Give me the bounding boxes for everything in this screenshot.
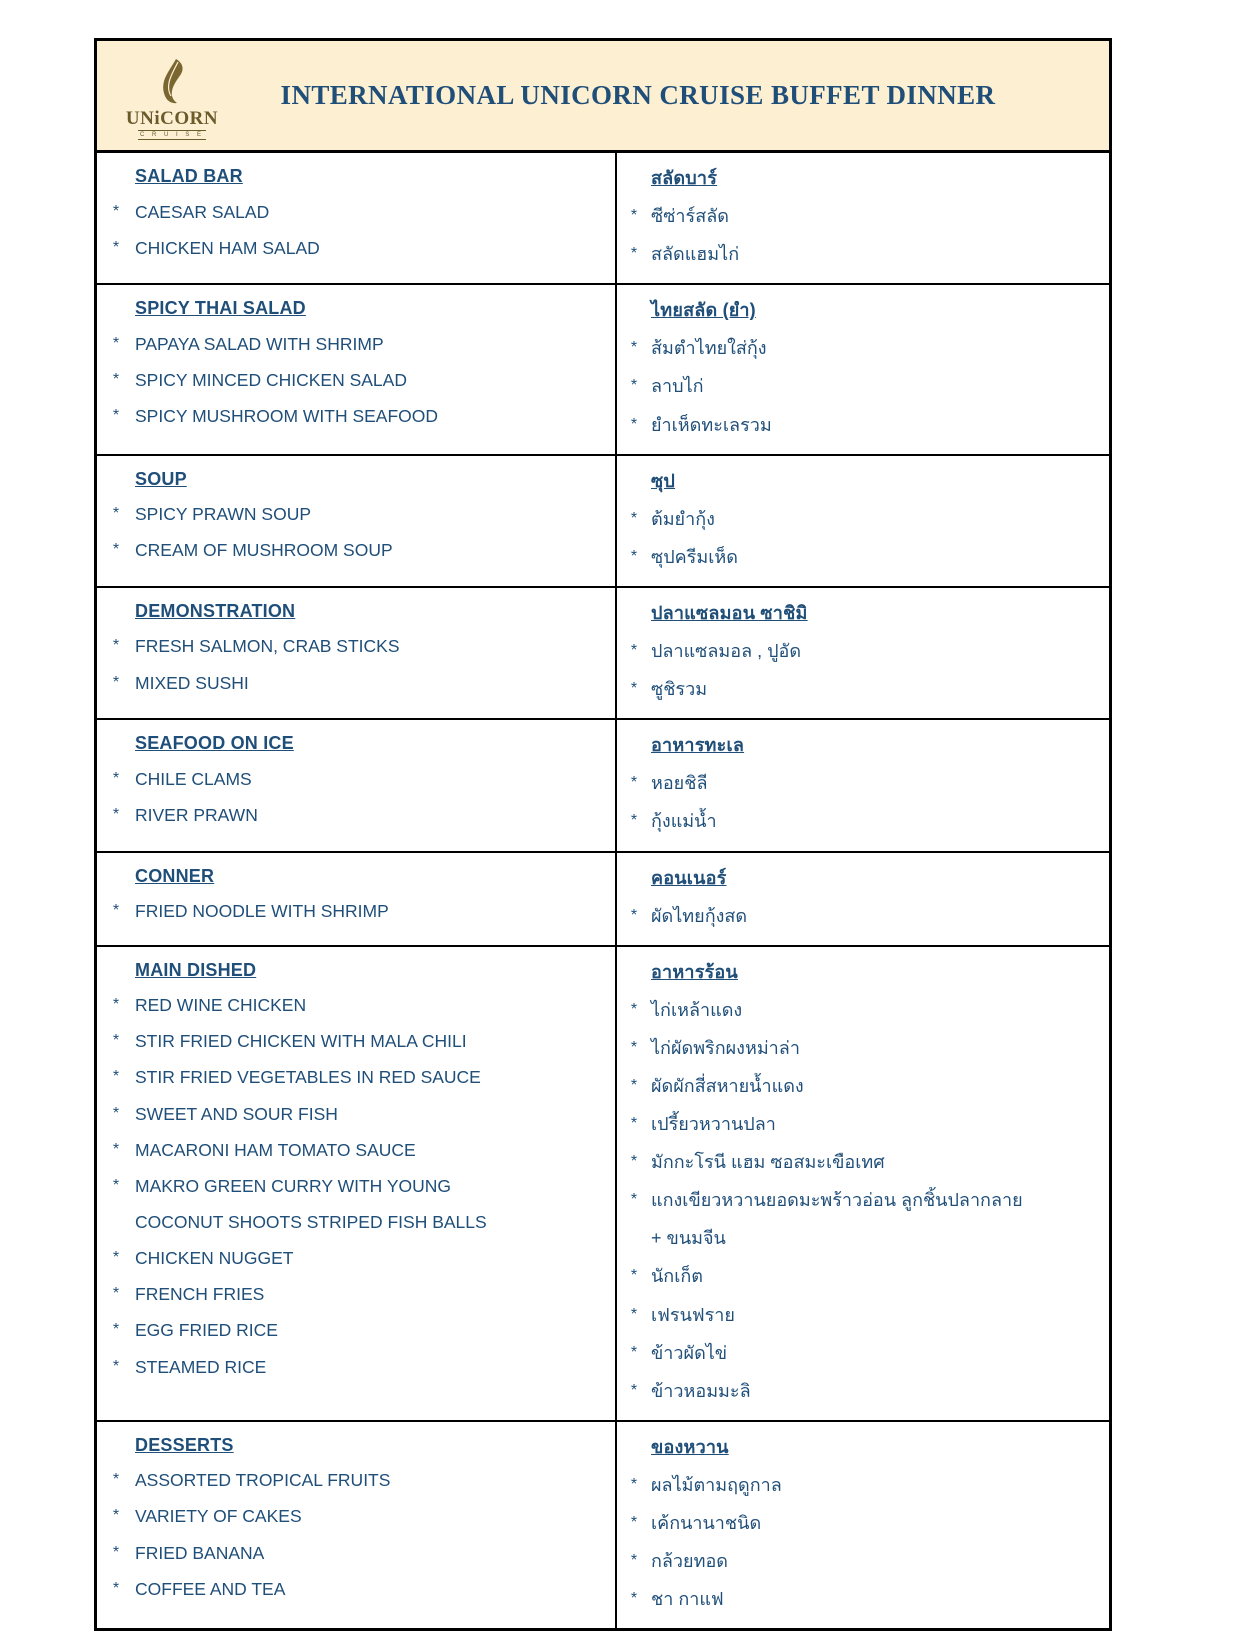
menu-item-label: ข้าวหอมมะลิ bbox=[651, 1380, 751, 1401]
menu-item-en bbox=[97, 1571, 615, 1607]
menu-item-th bbox=[617, 1143, 1109, 1181]
menu-item-label: CHILE CLAMS bbox=[135, 768, 252, 789]
bullet-star-icon: * bbox=[112, 505, 120, 523]
menu-item-th bbox=[617, 1542, 1109, 1580]
bullet-star-icon: * bbox=[112, 1543, 120, 1561]
section-heading-en: MAIN DISHED bbox=[135, 959, 257, 980]
bullet-star-icon: * bbox=[112, 407, 120, 425]
menu-item-th bbox=[617, 632, 1109, 670]
bullet-star-icon: * bbox=[112, 1357, 120, 1375]
menu-item-en bbox=[97, 1096, 615, 1132]
bullet-star-icon: * bbox=[630, 642, 638, 660]
menu-item-label: ผัดไทยกุ้งสด bbox=[651, 905, 748, 926]
menu-item-label: ซูชิรวม bbox=[651, 679, 708, 700]
bullet-star-icon: * bbox=[630, 415, 638, 433]
menu-section-thai bbox=[617, 153, 1109, 283]
section-heading-en: SOUP bbox=[135, 468, 187, 489]
menu-item-th bbox=[617, 367, 1109, 405]
menu-item-en bbox=[97, 628, 615, 664]
bullet-star-icon: * bbox=[112, 805, 120, 823]
menu-item-en bbox=[97, 797, 615, 833]
menu-item-th bbox=[617, 406, 1109, 444]
menu-item-en bbox=[97, 1204, 615, 1240]
menu-item-label: FRESH SALMON, CRAB STICKS bbox=[135, 636, 400, 657]
menu-section-english bbox=[97, 456, 617, 586]
section-heading-th: อาหารทะเล bbox=[651, 735, 745, 756]
menu-item-label: สลัดแฮมไก่ bbox=[651, 244, 740, 265]
menu-item-label: FRIED BANANA bbox=[135, 1542, 265, 1563]
menu-section-english bbox=[97, 153, 617, 283]
bullet-star-icon: * bbox=[630, 1191, 638, 1209]
menu-item-label: ไก่ผัดพริกผงหม่าล่า bbox=[651, 1037, 800, 1058]
menu-item-en bbox=[97, 1132, 615, 1168]
menu-item-label: STEAMED RICE bbox=[135, 1356, 267, 1377]
section-heading-th: ปลาแซลมอน ซาชิมิ bbox=[651, 602, 808, 623]
bullet-star-icon: * bbox=[112, 1507, 120, 1525]
menu-section bbox=[97, 1422, 1109, 1628]
menu-section-thai bbox=[617, 853, 1109, 945]
menu-item-th bbox=[617, 1105, 1109, 1143]
menu-section bbox=[97, 720, 1109, 852]
menu-item-th bbox=[617, 1296, 1109, 1334]
bullet-star-icon: * bbox=[112, 996, 120, 1014]
menu-item-en bbox=[97, 1462, 615, 1498]
menu-item-label: ยำเห็ดทะเลรวม bbox=[651, 414, 772, 435]
menu-item-label: RED WINE CHICKEN bbox=[135, 995, 307, 1016]
menu-item-en bbox=[97, 893, 615, 929]
menu-section bbox=[97, 153, 1109, 285]
menu-item-label: ไก่เหล้าแดง bbox=[651, 999, 743, 1020]
brand-subtitle: C R U I S E bbox=[139, 131, 204, 138]
menu-item-label: STIR FRIED CHICKEN WITH MALA CHILI bbox=[135, 1031, 467, 1052]
bullet-star-icon: * bbox=[630, 207, 638, 225]
bullet-star-icon: * bbox=[112, 1032, 120, 1050]
section-heading-en: DEMONSTRATION bbox=[135, 600, 296, 621]
bullet-star-icon: * bbox=[630, 1514, 638, 1531]
menu-item-en bbox=[97, 326, 615, 362]
bullet-star-icon: * bbox=[630, 1153, 638, 1171]
unicorn-logo-icon bbox=[142, 56, 202, 108]
menu-item-label: เปรี้ยวหวานปลา bbox=[651, 1114, 776, 1135]
menu-item-en bbox=[97, 532, 615, 568]
section-heading-th: คอนเนอร์ bbox=[651, 867, 727, 888]
menu-item-th bbox=[617, 500, 1109, 538]
menu-item-label: ส้มตำไทยใส่กุ้ง bbox=[651, 338, 767, 359]
bullet-star-icon: * bbox=[630, 245, 638, 263]
bullet-star-icon: * bbox=[112, 1579, 120, 1597]
bullet-star-icon: * bbox=[630, 1475, 638, 1493]
menu-item-label: SWEET AND SOUR FISH bbox=[135, 1103, 338, 1124]
section-heading-en: SPICY THAI SALAD bbox=[135, 298, 306, 319]
bullet-star-icon: * bbox=[112, 1471, 120, 1489]
menu-item-label: STIR FRIED VEGETABLES IN RED SAUCE bbox=[135, 1067, 481, 1088]
menu-section-thai bbox=[617, 720, 1109, 850]
menu-item-en bbox=[97, 1349, 615, 1385]
bullet-star-icon: * bbox=[630, 1305, 638, 1323]
menu-item-en bbox=[97, 230, 615, 266]
bullet-star-icon: * bbox=[630, 1590, 638, 1608]
menu-section bbox=[97, 853, 1109, 947]
bullet-star-icon: * bbox=[112, 541, 120, 559]
menu-item-en bbox=[97, 1168, 615, 1204]
bullet-star-icon: * bbox=[630, 1343, 638, 1361]
menu-item-en bbox=[97, 398, 615, 434]
menu-item-label: COFFEE AND TEA bbox=[135, 1578, 286, 1599]
menu-item-label: ผลไม้ตามฤดูกาล bbox=[651, 1474, 782, 1495]
menu-item-th bbox=[617, 1067, 1109, 1105]
bullet-star-icon: * bbox=[630, 1115, 638, 1133]
section-heading-th: อาหารร้อน bbox=[651, 961, 738, 982]
menu-item-th bbox=[617, 1219, 1109, 1257]
menu-item-label: กุ้งแม่น้ำ bbox=[651, 811, 717, 832]
menu-item-th bbox=[617, 1580, 1109, 1618]
menu-section-english bbox=[97, 853, 617, 945]
menu-section-thai bbox=[617, 285, 1109, 453]
menu-section bbox=[97, 285, 1109, 455]
menu-item-label: เค้กนานาชนิด bbox=[651, 1513, 762, 1533]
bullet-star-icon: * bbox=[112, 1176, 120, 1194]
menu-item-label: SPICY PRAWN SOUP bbox=[135, 504, 312, 525]
bullet-star-icon: * bbox=[112, 1140, 120, 1158]
menu-item-label: มักกะโรนี แฮม ซอสมะเขือเทศ bbox=[651, 1152, 885, 1173]
menu-item-label: ซุปครีมเห็ด bbox=[651, 546, 738, 567]
bullet-star-icon: * bbox=[112, 202, 120, 220]
bullet-star-icon: * bbox=[630, 509, 638, 527]
menu-item-label: ซีซ่าร์สลัด bbox=[651, 206, 729, 227]
menu-item-th bbox=[617, 897, 1109, 935]
menu-item-label: ASSORTED TROPICAL FRUITS bbox=[135, 1470, 391, 1491]
bullet-star-icon: * bbox=[112, 1104, 120, 1122]
menu-item-label: เฟรนฟราย bbox=[651, 1304, 735, 1325]
menu-item-label: PAPAYA SALAD WITH SHRIMP bbox=[135, 333, 384, 354]
menu-item-label: FRIED NOODLE WITH SHRIMP bbox=[135, 901, 389, 921]
menu-item-label: นักเก็ต bbox=[651, 1266, 703, 1287]
bullet-star-icon: * bbox=[630, 1552, 638, 1570]
section-heading-th: สลัดบาร์ bbox=[651, 168, 718, 188]
menu-item-label: ข้าวผัดไข่ bbox=[651, 1342, 728, 1363]
section-heading-en: SALAD BAR bbox=[135, 166, 243, 186]
bullet-star-icon: * bbox=[630, 774, 638, 792]
bullet-star-icon: * bbox=[630, 1381, 638, 1399]
menu-item-label: ลาบไก่ bbox=[651, 376, 704, 397]
menu-item-label: CHICKEN NUGGET bbox=[135, 1248, 294, 1269]
menu-section-english bbox=[97, 947, 617, 1420]
bullet-star-icon: * bbox=[630, 1267, 638, 1285]
bullet-star-icon: * bbox=[112, 673, 120, 691]
section-heading-th: ของหวาน bbox=[651, 1436, 729, 1457]
menu-item-label: COCONUT SHOOTS STRIPED FISH BALLS bbox=[135, 1212, 487, 1233]
section-heading-en: SEAFOOD ON ICE bbox=[135, 733, 294, 754]
bullet-star-icon: * bbox=[630, 377, 638, 395]
menu-item-label: แกงเขียวหวานยอดมะพร้าวอ่อน ลูกชิ้นปลากลาย bbox=[651, 1190, 1023, 1211]
menu-item-label: SPICY MUSHROOM WITH SEAFOOD bbox=[135, 406, 439, 427]
section-heading-th: ซุป bbox=[651, 470, 676, 491]
menu-item-en bbox=[97, 665, 615, 701]
menu-item-th bbox=[617, 1504, 1109, 1542]
bullet-star-icon: * bbox=[112, 902, 120, 919]
menu-item-label: ผัดผักสี่สหายน้ำแดง bbox=[651, 1075, 804, 1096]
menu-item-en bbox=[97, 362, 615, 398]
menu-section-thai bbox=[617, 947, 1109, 1420]
bullet-star-icon: * bbox=[630, 547, 638, 565]
bullet-star-icon: * bbox=[630, 1038, 638, 1056]
bullet-star-icon: * bbox=[112, 1321, 120, 1339]
bullet-star-icon: * bbox=[112, 1285, 120, 1303]
menu-item-label: ต้มยำกุ้ง bbox=[651, 508, 715, 529]
menu-item-label: CAESAR SALAD bbox=[135, 201, 270, 222]
menu-item-label: CHICKEN HAM SALAD bbox=[135, 237, 320, 258]
menu-section-english bbox=[97, 1422, 617, 1628]
menu-item-th bbox=[617, 1372, 1109, 1410]
menu-item-en bbox=[97, 1276, 615, 1312]
menu-item-label: + ขนมจีน bbox=[651, 1228, 726, 1249]
menu-section-english bbox=[97, 588, 617, 718]
menu-item-en bbox=[97, 496, 615, 532]
menu-item-label: MIXED SUSHI bbox=[135, 672, 249, 693]
menu-item-label: FRENCH FRIES bbox=[135, 1284, 265, 1305]
bullet-star-icon: * bbox=[630, 1076, 638, 1094]
bullet-star-icon: * bbox=[112, 1249, 120, 1267]
menu-item-label: ปลาแซลมอล , ปูอัด bbox=[651, 641, 802, 662]
menu-item-th bbox=[617, 329, 1109, 367]
bullet-star-icon: * bbox=[630, 680, 638, 698]
bullet-star-icon: * bbox=[112, 769, 120, 787]
menu-item-label: RIVER PRAWN bbox=[135, 804, 258, 825]
menu-item-label: VARIETY OF CAKES bbox=[135, 1506, 302, 1527]
bullet-star-icon: * bbox=[630, 812, 638, 830]
bullet-star-icon: * bbox=[112, 370, 120, 388]
menu-item-th bbox=[617, 1029, 1109, 1067]
menu-item-th bbox=[617, 197, 1109, 235]
menu-item-label: MAKRO GREEN CURRY WITH YOUNG bbox=[135, 1175, 452, 1196]
section-heading-th: ไทยสลัด (ยำ) bbox=[651, 300, 756, 321]
menu-header bbox=[97, 41, 1109, 153]
menu-item-label: SPICY MINCED CHICKEN SALAD bbox=[135, 369, 407, 390]
menu-item-en bbox=[97, 1059, 615, 1095]
menu-item-label: หอยชิลี bbox=[651, 773, 708, 794]
menu-item-en bbox=[97, 1535, 615, 1571]
menu-section-english bbox=[97, 285, 617, 453]
menu-section-thai bbox=[617, 456, 1109, 586]
menu-section bbox=[97, 588, 1109, 720]
menu-item-th bbox=[617, 1181, 1109, 1219]
menu-item-label: กล้วยทอด bbox=[651, 1551, 728, 1572]
menu-item-th bbox=[617, 802, 1109, 840]
menu-item-th bbox=[617, 991, 1109, 1029]
bullet-star-icon: * bbox=[112, 637, 120, 655]
menu-item-label: MACARONI HAM TOMATO SAUCE bbox=[135, 1139, 416, 1160]
bullet-star-icon: * bbox=[112, 238, 120, 256]
page-title: INTERNATIONAL UNICORN CRUISE BUFFET DINNER bbox=[280, 80, 996, 110]
section-heading-en: CONNER bbox=[135, 865, 215, 886]
menu-item-th bbox=[617, 1334, 1109, 1372]
menu-item-en bbox=[97, 1240, 615, 1276]
menu-document bbox=[94, 38, 1112, 1631]
menu-item-th bbox=[617, 764, 1109, 802]
menu-item-en bbox=[97, 194, 615, 230]
menu-item-th bbox=[617, 1466, 1109, 1504]
brand-logo bbox=[97, 52, 247, 140]
bullet-star-icon: * bbox=[630, 906, 638, 924]
bullet-star-icon: * bbox=[112, 1068, 120, 1086]
menu-item-th bbox=[617, 235, 1109, 273]
bullet-star-icon: * bbox=[630, 339, 638, 357]
menu-section bbox=[97, 456, 1109, 588]
section-heading-en: DESSERTS bbox=[135, 1434, 234, 1455]
menu-item-en bbox=[97, 761, 615, 797]
menu-item-en bbox=[97, 1312, 615, 1348]
bullet-star-icon: * bbox=[630, 1000, 638, 1018]
bullet-star-icon: * bbox=[112, 334, 120, 352]
menu-item-th bbox=[617, 1257, 1109, 1295]
menu-item-label: ชา กาแฟ bbox=[651, 1589, 724, 1610]
menu-section bbox=[97, 947, 1109, 1422]
menu-section-thai bbox=[617, 588, 1109, 718]
menu-item-th bbox=[617, 670, 1109, 708]
menu-item-en bbox=[97, 987, 615, 1023]
menu-item-label: CREAM OF MUSHROOM SOUP bbox=[135, 540, 393, 561]
menu-section-thai bbox=[617, 1422, 1109, 1628]
menu-item-en bbox=[97, 1023, 615, 1059]
menu-item-th bbox=[617, 538, 1109, 576]
menu-item-en bbox=[97, 1498, 615, 1534]
menu-sections bbox=[97, 153, 1109, 1628]
menu-section-english bbox=[97, 720, 617, 850]
menu-item-label: EGG FRIED RICE bbox=[135, 1320, 278, 1341]
brand-wordmark: UNiCORN bbox=[125, 107, 219, 129]
